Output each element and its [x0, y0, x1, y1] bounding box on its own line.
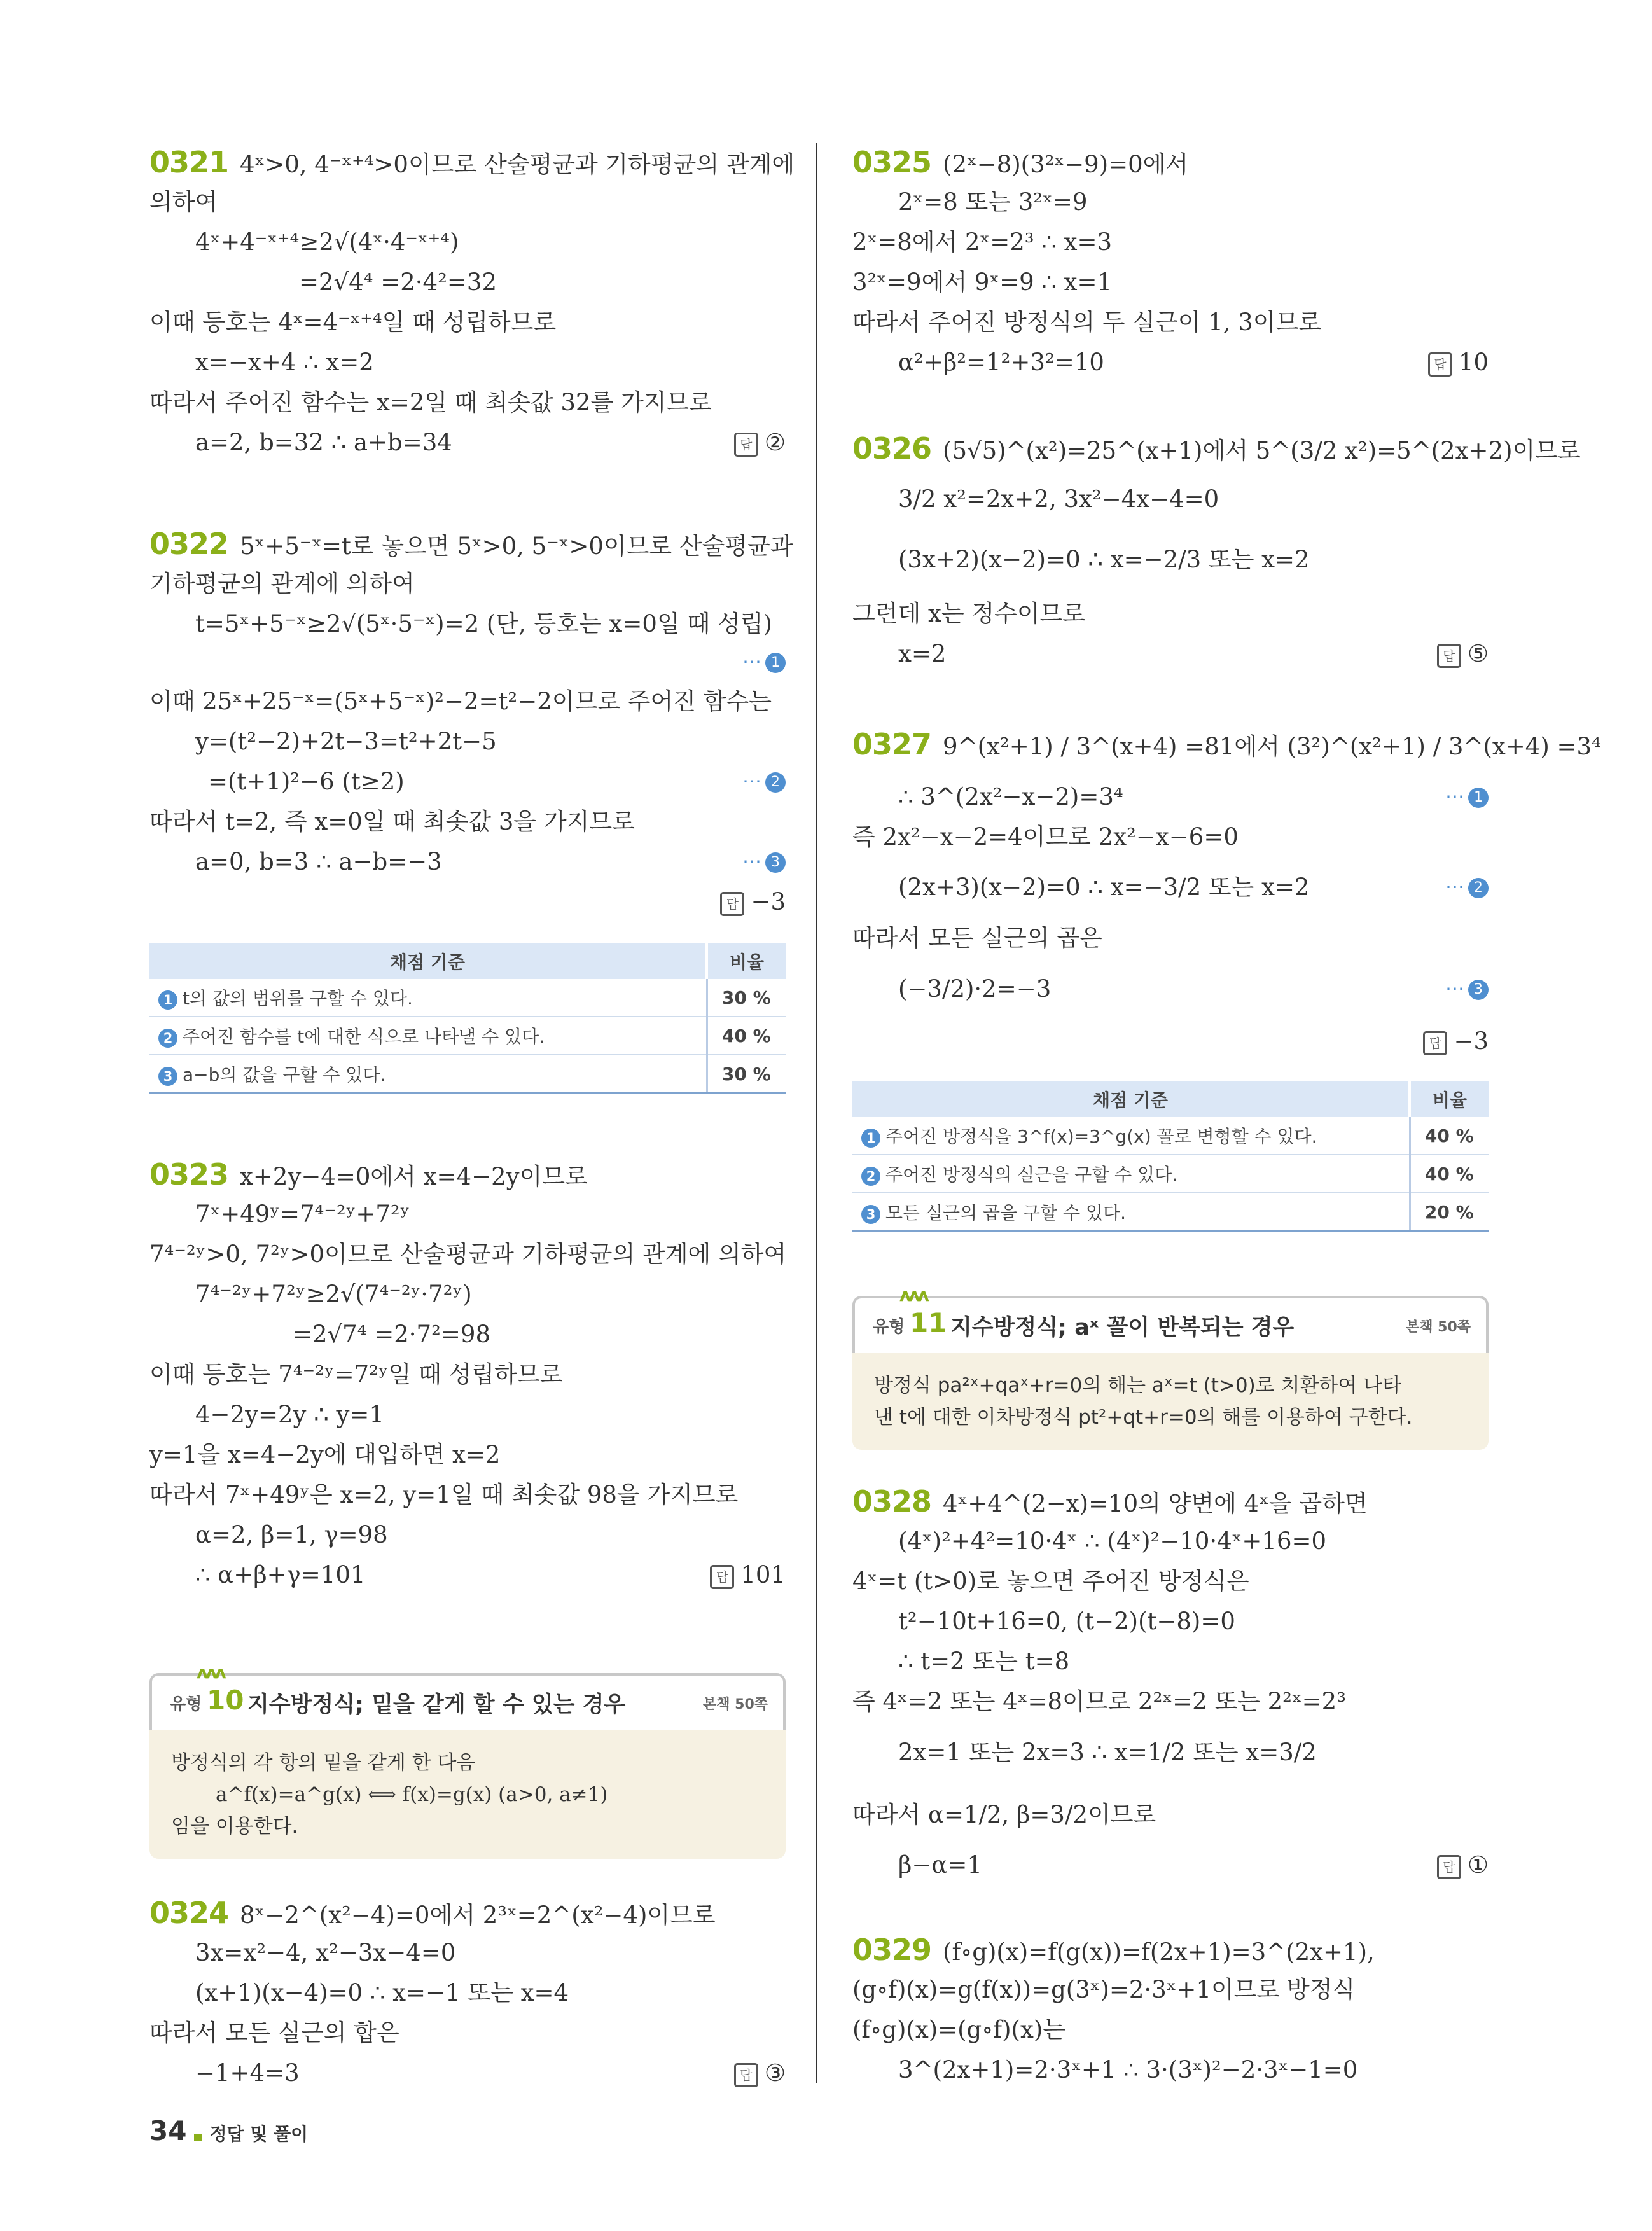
- math-line: α²+β²=1²+3²=10: [898, 349, 1104, 376]
- type-body: 방정식 pa²ˣ+qaˣ+r=0의 해는 aˣ=t (t>0)로 치환하여 나타 낸 t에 대한 이차방정식 pt²+qt+r=0의 해를 이용하여 구한다.: [852, 1353, 1489, 1450]
- table-row: 2 주어진 방정식의 실근을 구할 수 있다. 40 %: [852, 1155, 1489, 1193]
- answer-mark-icon: 답: [1437, 644, 1461, 668]
- type-header: [149, 1662, 786, 1730]
- text-line: 의하여: [149, 188, 218, 216]
- text-line: 기하평균의 관계에 의하여: [149, 570, 415, 597]
- math-line: t=5ˣ+5⁻ˣ≥2√(5ˣ·5⁻ˣ)=2 (단, 등호는 x=0일 때 성립): [195, 610, 772, 637]
- math-line: 3x=x²−4, x²−3x−4=0: [195, 1939, 456, 1966]
- problem-number: 0322: [149, 527, 229, 561]
- type-box-11: [852, 1284, 1489, 1450]
- math-line: β−α=1: [898, 1851, 982, 1879]
- text-line: 이때 등호는 7⁴⁻²ʸ=7²ʸ일 때 성립하므로: [149, 1361, 563, 1388]
- table-row: 2 주어진 함수를 t에 대한 식으로 나타낼 수 있다. 40 %: [149, 1017, 786, 1055]
- type-body: 방정식의 각 항의 밑을 같게 한 다음 a^f(x)=a^g(x) ⟺ f(x)=g(x) (a>0, a≠1) 임을 이용한다.: [149, 1730, 786, 1859]
- answer: 답 101: [710, 1559, 786, 1591]
- answer: 답 ③: [734, 2057, 786, 2089]
- answer: 답 −3: [720, 886, 786, 918]
- step-marker-3: ⋯ 3: [742, 846, 786, 878]
- step-marker-2: ⋯ 2: [1445, 872, 1489, 903]
- table-header: 채점 기준: [149, 943, 707, 979]
- math-line: 2ˣ=8 또는 3²ˣ=9: [898, 188, 1088, 216]
- text-line: 따라서 모든 실근의 합은: [149, 2019, 399, 2047]
- math-line: 7⁴⁻²ʸ+7²ʸ≥2√(7⁴⁻²ʸ·7²ʸ): [195, 1281, 472, 1308]
- type-label: 유형: [170, 1695, 202, 1714]
- math-line: −1+4=3: [195, 2059, 300, 2087]
- math-line: α=2, β=1, γ=98: [195, 1521, 388, 1548]
- answer-mark-icon: 답: [1423, 1031, 1447, 1055]
- problem-number: 0326: [852, 431, 932, 466]
- answer: 답 ②: [734, 427, 786, 459]
- problem-number: 0329: [852, 1933, 932, 1967]
- text-line: x+2y−4=0에서 x=4−2y이므로: [240, 1163, 588, 1190]
- problem-number: 0328: [852, 1484, 932, 1519]
- math-line: ∴ t=2 또는 t=8: [898, 1648, 1070, 1675]
- answer-mark-icon: 답: [734, 433, 758, 457]
- page-number: 34: [149, 2115, 187, 2146]
- grading-table: [852, 1081, 1489, 1232]
- math-line: 3^(2x+1)=2·3ˣ+1 ∴ 3·(3ˣ)²−2·3ˣ−1=0: [898, 2056, 1358, 2083]
- text-line: 따라서 주어진 방정식의 두 실근이 1, 3이므로: [852, 309, 1322, 336]
- math-line: =2√4⁴ =2·4²=32: [299, 268, 497, 296]
- type-header: [852, 1284, 1489, 1353]
- math-line: t²−10t+16=0, (t−2)(t−8)=0: [898, 1608, 1235, 1635]
- table-header: 비율: [707, 943, 786, 979]
- text-line: 따라서 7ˣ+49ʸ은 x=2, y=1일 때 최솟값 98을 가지므로: [149, 1481, 739, 1508]
- type-reference: 본책 50쪽: [702, 1697, 768, 1713]
- text-line: 그런데 x는 정수이므로: [852, 600, 1086, 627]
- text-line: 이때 25ˣ+25⁻ˣ=(5ˣ+5⁻ˣ)²−2=t²−2이므로 주어진 함수는: [149, 688, 772, 715]
- math-line: x=−x+4 ∴ x=2: [195, 349, 374, 376]
- math-line: (2x+3)(x−2)=0 ∴ x=−3/2 또는 x=2: [898, 873, 1310, 901]
- math-line: x=2: [898, 640, 947, 667]
- column-divider: [816, 143, 817, 2083]
- page-footer: [149, 2115, 308, 2146]
- math-line: 2ˣ=8에서 2ˣ=2³ ∴ x=3: [852, 228, 1113, 256]
- step-marker-3: ⋯ 3: [1445, 973, 1489, 1005]
- answer: 답 −3: [1423, 1025, 1489, 1057]
- type-title: 지수방정식; 밑을 같게 할 수 있는 경우: [247, 1692, 626, 1718]
- table-row: 1 t의 값의 범위를 구할 수 있다. 30 %: [149, 979, 786, 1017]
- table-row: 3 a−b의 값을 구할 수 있다. 30 %: [149, 1055, 786, 1094]
- problem-number: 0324: [149, 1896, 229, 1930]
- footer-title: 정답 및 풀이: [209, 2123, 309, 2144]
- answer-mark-icon: 답: [1428, 352, 1452, 377]
- answer-mark-icon: 답: [710, 1565, 734, 1589]
- math-line: 3²ˣ=9에서 9ˣ=9 ∴ x=1: [852, 268, 1113, 296]
- text-line: 4ˣ=t (t>0)로 놓으면 주어진 방정식은: [852, 1567, 1249, 1595]
- math-line: 7ˣ+49ʸ=7⁴⁻²ʸ+7²ʸ: [195, 1200, 410, 1228]
- math-line: (f∘g)(x)=f(g(x))=f(2x+1)=3^(2x+1),: [943, 1938, 1375, 1966]
- answer: 답 ⑤: [1437, 638, 1489, 670]
- math-line: a=2, b=32 ∴ a+b=34: [195, 429, 452, 456]
- text-line: 즉 2x²−x−2=4이므로 2x²−x−6=0: [852, 823, 1239, 851]
- answer: 답 ①: [1437, 1849, 1489, 1881]
- problem-number: 0327: [852, 727, 932, 761]
- math-line: =2√7⁴ =2·7²=98: [293, 1321, 491, 1348]
- type-box-10: [149, 1662, 786, 1859]
- text-line: 4ˣ>0, 4⁻ˣ⁺⁴>0이므로 산술평균과 기하평균의 관계에: [240, 151, 795, 178]
- math-line: 4−2y=2y ∴ y=1: [195, 1401, 384, 1428]
- grading-table: [149, 943, 786, 1094]
- type-title: 지수방정식; aˣ 꼴이 반복되는 경우: [950, 1315, 1295, 1340]
- wave-icon: ʌʌʌ: [899, 1284, 927, 1305]
- wave-icon: ʌʌʌ: [197, 1662, 224, 1683]
- text-line: y=1을 x=4−2y에 대입하면 x=2: [149, 1441, 501, 1468]
- table-row: 3 모든 실근의 곱을 구할 수 있다. 20 %: [852, 1193, 1489, 1232]
- text-line: 즉 4ˣ=2 또는 4ˣ=8이므로 2²ˣ=2 또는 2²ˣ=2³: [852, 1688, 1347, 1715]
- problem-number: 0321: [149, 145, 229, 179]
- text-line: 7⁴⁻²ʸ>0, 7²ʸ>0이므로 산술평균과 기하평균의 관계에 의하여: [149, 1241, 787, 1268]
- math-line: ∴ 3^(2x²−x−2)=3⁴: [898, 783, 1123, 810]
- text-line: 따라서 t=2, 즉 x=0일 때 최솟값 3을 가지므로: [149, 808, 635, 835]
- table-header: 채점 기준: [852, 1081, 1410, 1117]
- step-marker-1: ⋯ 1: [742, 646, 786, 678]
- table-header: 비율: [1410, 1081, 1489, 1117]
- type-number: 11: [910, 1307, 947, 1338]
- math-line: (f∘g)(x)=(g∘f)(x)는: [852, 2016, 1065, 2043]
- math-line: (−3/2)·2=−3: [898, 975, 1052, 1003]
- step-marker-2: ⋯ 2: [742, 766, 786, 798]
- text-line: 5ˣ+5⁻ˣ=t로 놓으면 5ˣ>0, 5⁻ˣ>0이므로 산술평균과: [240, 532, 793, 560]
- math-line: ∴ α+β+γ=101: [195, 1561, 366, 1588]
- text-line: (g∘f)(x)=g(f(x))=g(3ˣ)=2·3ˣ+1이므로 방정식: [852, 1976, 1356, 2003]
- text-line: 이때 등호는 4ˣ=4⁻ˣ⁺⁴일 때 성립하므로: [149, 309, 557, 336]
- problem-number: 0325: [852, 145, 932, 179]
- math-line: y=(t²−2)+2t−3=t²+2t−5: [195, 728, 497, 755]
- type-label: 유형: [873, 1317, 905, 1337]
- text-line: 따라서 주어진 함수는 x=2일 때 최솟값 32를 가지므로: [149, 389, 712, 416]
- type-number: 10: [207, 1685, 244, 1716]
- math-line: (3x+2)(x−2)=0 ∴ x=−2/3 또는 x=2: [898, 546, 1310, 573]
- answer: 답 10: [1428, 347, 1489, 379]
- step-marker-1: ⋯ 1: [1445, 781, 1489, 813]
- math-line: 3/2 x²=2x+2, 3x²−4x−4=0: [898, 485, 1219, 513]
- text-line: (5√5)^(x²)=25^(x+1)에서 5^(3/2 x²)=5^(2x+2)이므로: [943, 437, 1581, 464]
- math-line: (x+1)(x−4)=0 ∴ x=−1 또는 x=4: [195, 1979, 569, 2006]
- problem-number: 0323: [149, 1157, 229, 1192]
- math-line: 4ˣ+4⁻ˣ⁺⁴≥2√(4ˣ·4⁻ˣ⁺⁴): [195, 228, 459, 256]
- answer-mark-icon: 답: [734, 2063, 758, 2087]
- math-line: 9^(x²+1) / 3^(x+4) =81에서 (3²)^(x²+1) / 3^(x+4) =3⁴: [943, 733, 1601, 760]
- text-line: 따라서 α=1/2, β=3/2이므로: [852, 1801, 1156, 1828]
- math-line: (4ˣ)²+4²=10·4ˣ ∴ (4ˣ)²−10·4ˣ+16=0: [898, 1527, 1327, 1555]
- text-line: (2ˣ−8)(3²ˣ−9)=0에서: [943, 151, 1189, 178]
- table-row: 1 주어진 방정식을 3^f(x)=3^g(x) 꼴로 변형할 수 있다. 40 %: [852, 1117, 1489, 1155]
- text-line: 8ˣ−2^(x²−4)=0에서 2³ˣ=2^(x²−4)이므로: [240, 1901, 716, 1929]
- answer-mark-icon: 답: [1437, 1855, 1461, 1879]
- math-line: a=0, b=3 ∴ a−b=−3: [195, 848, 442, 875]
- type-reference: 본책 50쪽: [1405, 1319, 1471, 1335]
- answer-mark-icon: 답: [720, 892, 744, 916]
- square-icon: [194, 2134, 202, 2141]
- math-line: 2x=1 또는 2x=3 ∴ x=1/2 또는 x=3/2: [898, 1739, 1317, 1766]
- text-line: 따라서 모든 실근의 곱은: [852, 924, 1102, 952]
- text-line: 4ˣ+4^(2−x)=10의 양변에 4ˣ을 곱하면: [943, 1490, 1368, 1517]
- math-line: =(t+1)²−6 (t≥2): [208, 768, 405, 795]
